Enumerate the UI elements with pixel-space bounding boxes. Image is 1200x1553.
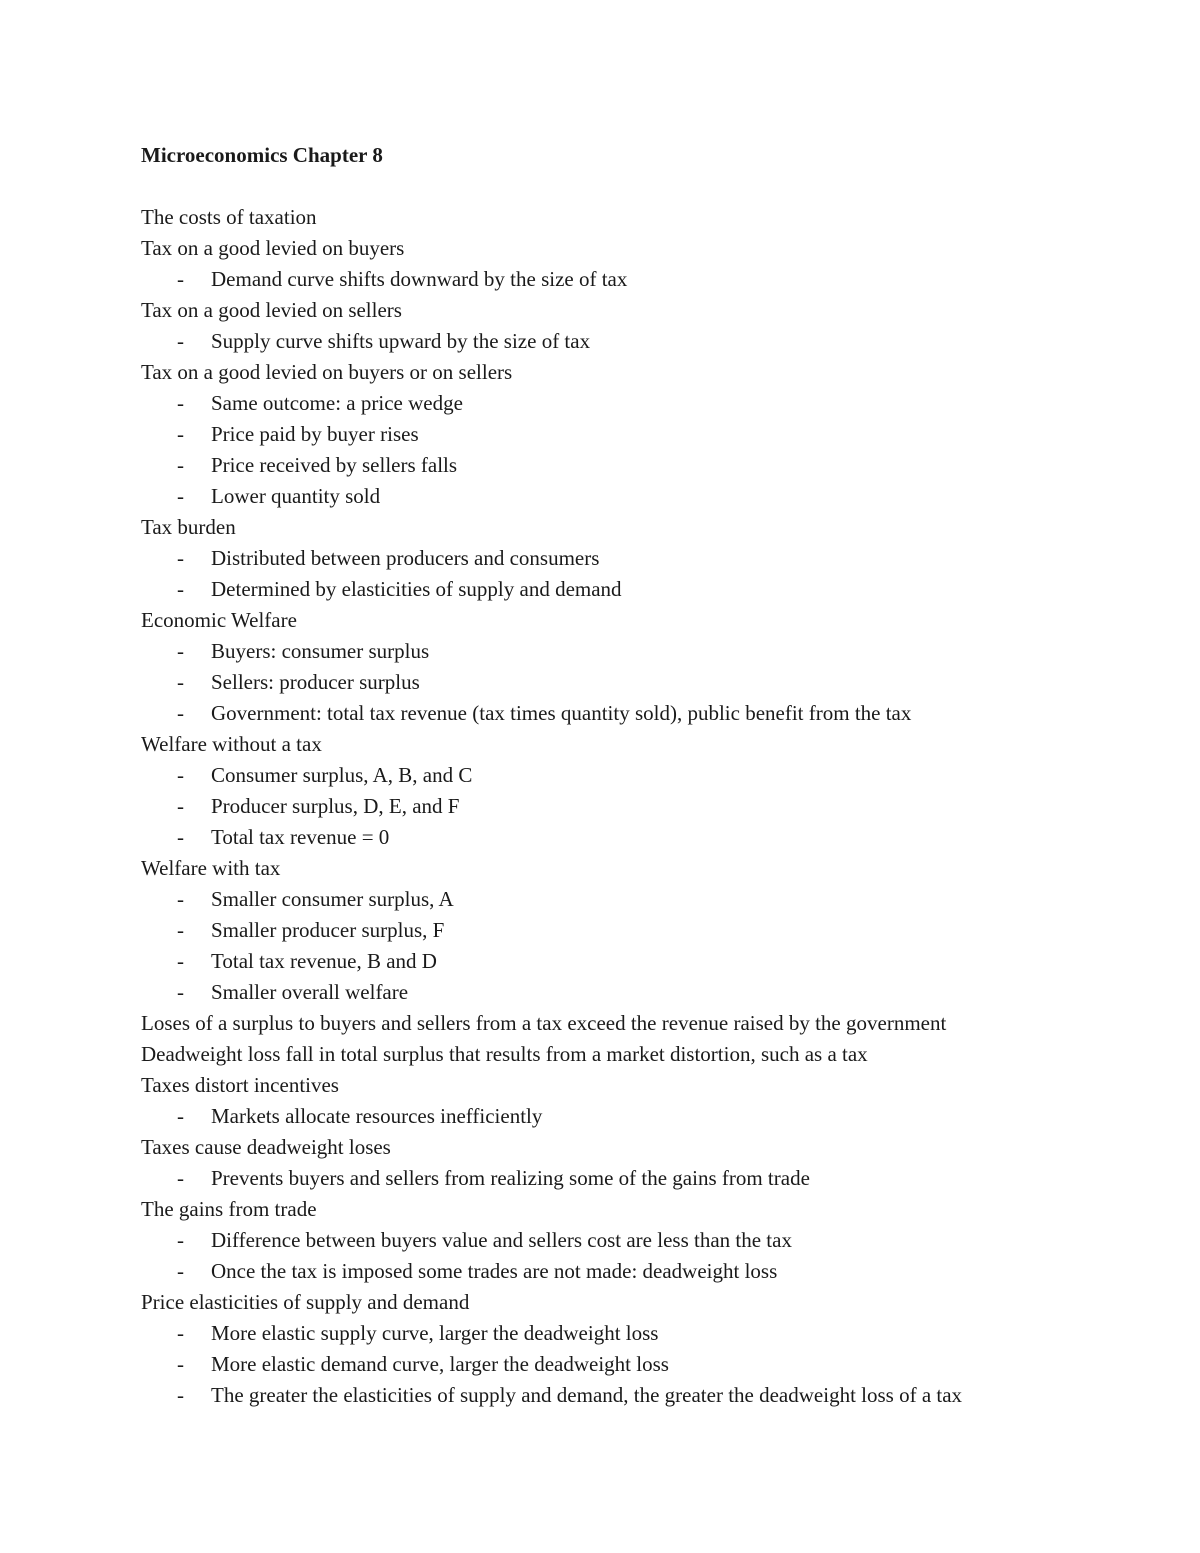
bullet-dash: -	[177, 794, 184, 818]
section-heading: The gains from trade	[141, 1197, 317, 1221]
bullet-dash: -	[177, 484, 184, 508]
bullet-item	[141, 977, 1141, 1008]
bullet-item	[141, 822, 1141, 853]
bullet-dash: -	[177, 949, 184, 973]
bullet-text: Price received by sellers falls	[211, 453, 458, 477]
bullet-text: Smaller producer surplus, F	[211, 918, 445, 942]
bullet-item	[141, 1318, 1141, 1349]
bullet-text: More elastic supply curve, larger the deadweight loss	[211, 1321, 659, 1345]
section-heading: Taxes distort incentives	[141, 1073, 339, 1097]
bullet-dash: -	[177, 701, 184, 725]
section-heading: Economic Welfare	[141, 608, 297, 632]
bullet-dash: -	[177, 639, 184, 663]
bullet-item	[141, 388, 1141, 419]
section-heading: Tax burden	[141, 515, 236, 539]
bullet-text: Total tax revenue, B and D	[211, 949, 437, 973]
bullet-dash: -	[177, 267, 184, 291]
bullet-item	[141, 698, 1141, 729]
bullet-text: Consumer surplus, A, B, and C	[211, 763, 473, 787]
blank-line	[141, 171, 1141, 202]
bullet-dash: -	[177, 1383, 184, 1407]
section-heading: Tax on a good levied on sellers	[141, 298, 402, 322]
bullet-dash: -	[177, 1228, 184, 1252]
bullet-item	[141, 915, 1141, 946]
bullet-text: Difference between buyers value and sellers cost are less than the tax	[211, 1228, 792, 1252]
section-heading: Tax on a good levied on buyers	[141, 236, 405, 260]
section-heading: Deadweight loss fall in total surplus that results from a market distortion, such as a tax	[141, 1042, 868, 1066]
bullet-dash: -	[177, 1352, 184, 1376]
bullet-dash: -	[177, 887, 184, 911]
bullet-text: Producer surplus, D, E, and F	[211, 794, 460, 818]
bullet-dash: -	[177, 422, 184, 446]
bullet-dash: -	[177, 329, 184, 353]
bullet-item	[141, 1349, 1141, 1380]
bullet-item	[141, 326, 1141, 357]
bullet-text: Supply curve shifts upward by the size of tax	[211, 329, 591, 353]
document-body	[141, 202, 1141, 1411]
document-page	[141, 140, 1141, 1411]
bullet-text: The greater the elasticities of supply and demand, the greater the deadweight loss of a tax	[211, 1383, 963, 1407]
bullet-dash: -	[177, 391, 184, 415]
bullet-item	[141, 791, 1141, 822]
bullet-text: Government: total tax revenue (tax times quantity sold), public benefit from the tax	[211, 701, 912, 725]
section-heading: Loses of a surplus to buyers and sellers from a tax exceed the revenue raised by the government	[141, 1011, 947, 1035]
bullet-text: Lower quantity sold	[211, 484, 381, 508]
bullet-dash: -	[177, 546, 184, 570]
bullet-item	[141, 264, 1141, 295]
bullet-dash: -	[177, 763, 184, 787]
document-title: Microeconomics Chapter 8	[141, 143, 383, 167]
bullet-item	[141, 1163, 1141, 1194]
bullet-text: Once the tax is imposed some trades are not made: deadweight loss	[211, 1259, 778, 1283]
section-heading: Welfare with tax	[141, 856, 281, 880]
section-heading: Welfare without a tax	[141, 732, 322, 756]
bullet-text: Total tax revenue = 0	[211, 825, 390, 849]
bullet-item	[141, 667, 1141, 698]
bullet-dash: -	[177, 1104, 184, 1128]
bullet-text: Smaller overall welfare	[211, 980, 409, 1004]
bullet-item	[141, 1225, 1141, 1256]
bullet-item	[141, 760, 1141, 791]
bullet-item	[141, 1101, 1141, 1132]
bullet-text: Smaller consumer surplus, A	[211, 887, 454, 911]
bullet-text: Distributed between producers and consumers	[211, 546, 600, 570]
bullet-text: Markets allocate resources inefficiently	[211, 1104, 543, 1128]
bullet-text: Demand curve shifts downward by the size of tax	[211, 267, 628, 291]
bullet-dash: -	[177, 1321, 184, 1345]
bullet-text: Price paid by buyer rises	[211, 422, 419, 446]
bullet-dash: -	[177, 980, 184, 1004]
bullet-dash: -	[177, 825, 184, 849]
bullet-text: Buyers: consumer surplus	[211, 639, 430, 663]
bullet-item	[141, 1380, 1141, 1411]
section-heading: The costs of taxation	[141, 205, 317, 229]
bullet-dash: -	[177, 1259, 184, 1283]
bullet-text: Prevents buyers and sellers from realizing some of the gains from trade	[211, 1166, 810, 1190]
bullet-dash: -	[177, 453, 184, 477]
bullet-item	[141, 1256, 1141, 1287]
bullet-text: Determined by elasticities of supply and demand	[211, 577, 622, 601]
bullet-item	[141, 543, 1141, 574]
section-heading: Price elasticities of supply and demand	[141, 1290, 470, 1314]
bullet-dash: -	[177, 918, 184, 942]
bullet-item	[141, 636, 1141, 667]
bullet-item	[141, 419, 1141, 450]
bullet-dash: -	[177, 1166, 184, 1190]
bullet-item	[141, 481, 1141, 512]
section-heading: Taxes cause deadweight loses	[141, 1135, 391, 1159]
bullet-item	[141, 884, 1141, 915]
bullet-dash: -	[177, 577, 184, 601]
bullet-item	[141, 946, 1141, 977]
bullet-text: Sellers: producer surplus	[211, 670, 420, 694]
bullet-item	[141, 450, 1141, 481]
bullet-text: Same outcome: a price wedge	[211, 391, 463, 415]
bullet-text: More elastic demand curve, larger the deadweight loss	[211, 1352, 669, 1376]
bullet-dash: -	[177, 670, 184, 694]
bullet-item	[141, 574, 1141, 605]
section-heading: Tax on a good levied on buyers or on sellers	[141, 360, 513, 384]
